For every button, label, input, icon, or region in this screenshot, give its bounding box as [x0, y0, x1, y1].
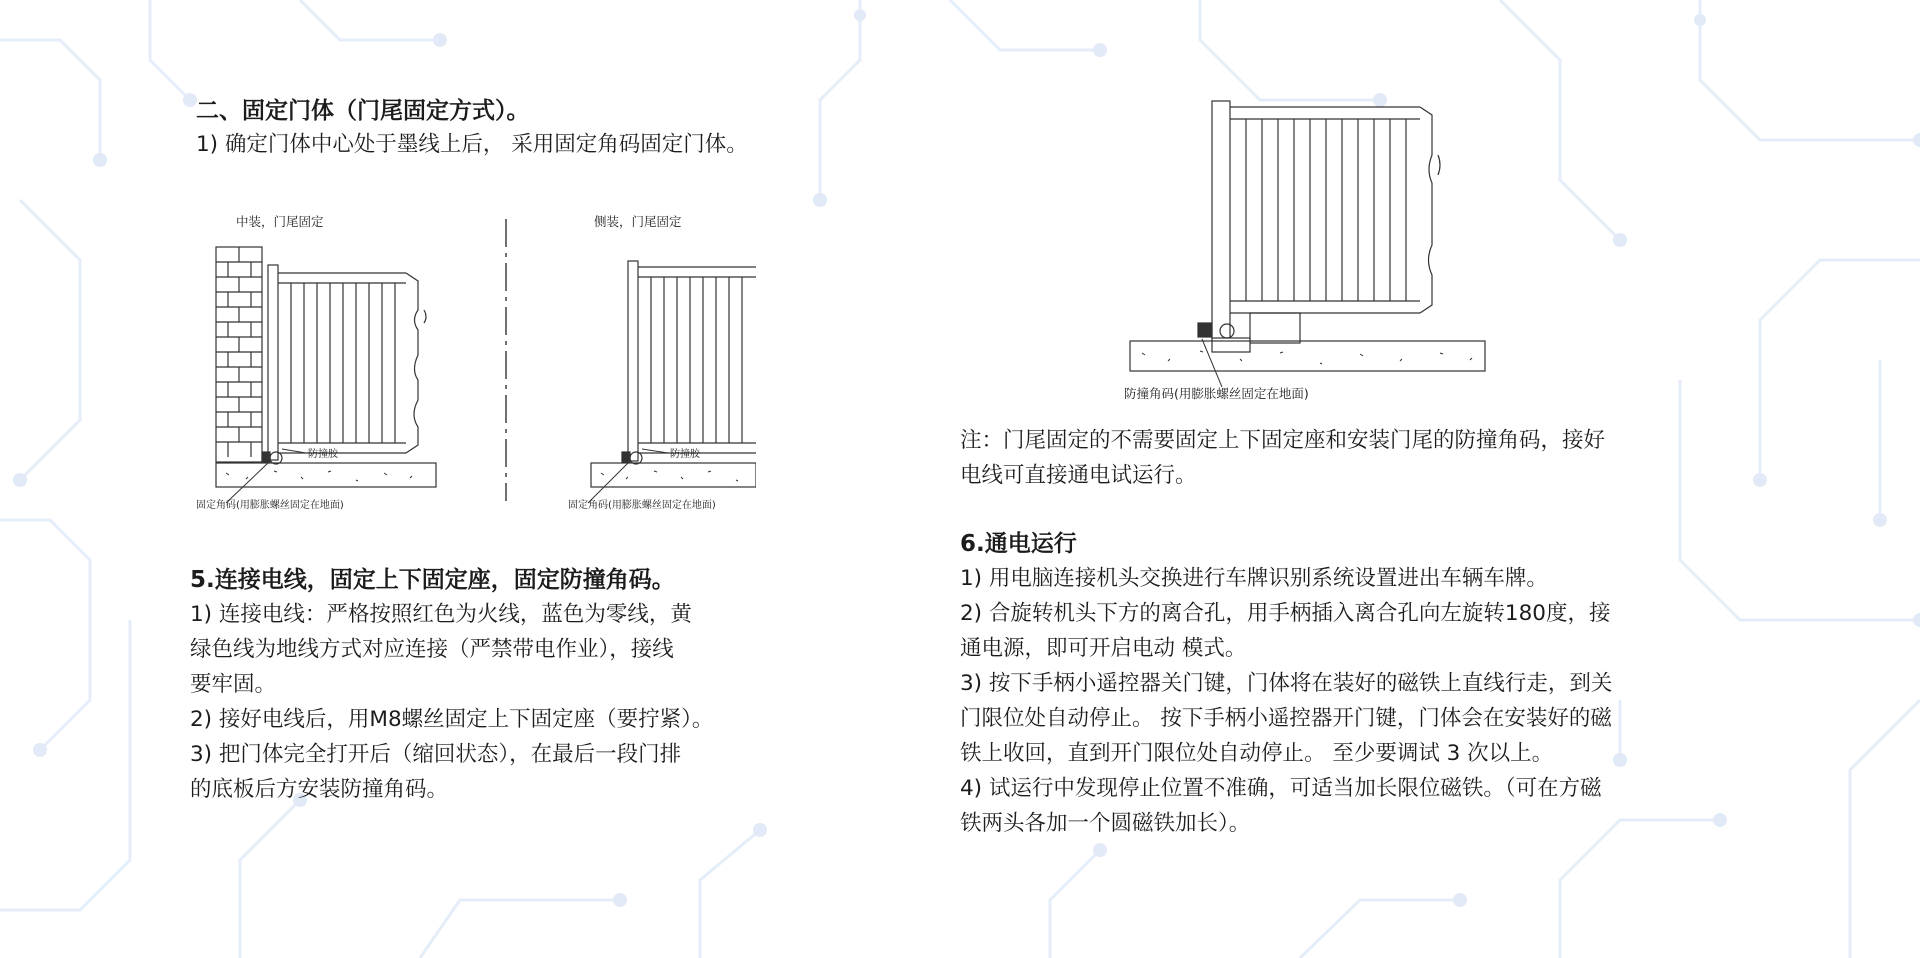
- gate-post: [1212, 101, 1230, 341]
- section-six-line: 门限位处自动停止。 按下手柄小遥控器开门键，门体会在安装好的磁: [960, 706, 1612, 731]
- label-center-mount: 中装，门尾固定: [236, 214, 324, 229]
- section-six-line: 通电源，即可开启电动 模式。: [960, 636, 1247, 661]
- tail-fixing-diagram: [196, 205, 756, 517]
- bumper-label-1: 防撞胶: [308, 449, 338, 460]
- section-five-line: 绿色线为地线方式对应连接（严禁带电作业），接线: [190, 637, 674, 662]
- anti-collision-bracket-diagram: [1120, 95, 1490, 405]
- ground-slab-3: [1130, 341, 1485, 371]
- section-six-line: 4) 试运行中发现停止位置不准确，可适当加长限位磁铁。（可在方磁: [960, 776, 1602, 801]
- section-five-line: 2) 接好电线后，用M8螺丝固定上下固定座（要拧紧）。: [190, 707, 714, 732]
- section-six-heading: 6.通电运行: [960, 531, 1077, 557]
- gate-body-1: [268, 265, 426, 460]
- section-five-line: 1) 连接电线：严格按照红色为火线，蓝色为零线，黄: [190, 602, 692, 627]
- section-five-line: 3) 把门体完全打开后（缩回状态），在最后一段门排: [190, 742, 682, 767]
- section-six-line: 2) 合旋转机头下方的离合孔，用手柄插入离合孔向左旋转180度，接: [960, 601, 1611, 626]
- brick-wall: [216, 247, 262, 462]
- section-six-line: 3) 按下手柄小遥控器关门键，门体将在装好的磁铁上直线行走，到关: [960, 671, 1613, 696]
- note-line: 电线可直接通电试运行。: [960, 463, 1197, 488]
- section-five-heading: 5.连接电线，固定上下固定座，固定防撞角码。: [190, 567, 675, 593]
- note-line: 注：门尾固定的不需要固定上下固定座和安装门尾的防撞角码，接好: [960, 428, 1606, 453]
- section-five-body: [190, 597, 713, 807]
- section-six: [960, 527, 1612, 841]
- label-side-mount: 侧装，门尾固定: [594, 214, 682, 229]
- section-two-step1: 1) 确定门体中心处于墨线上后， 采用固定角码固定门体。: [196, 132, 748, 157]
- section-five: [190, 563, 713, 807]
- bracket-label-1: 固定角码(用膨胀螺丝固定在地面): [196, 500, 344, 511]
- section-six-line: 铁两头各加一个圆磁铁加长）。: [960, 811, 1251, 836]
- bracket-caption: 防撞角码(用膨胀螺丝固定在地面): [1124, 386, 1309, 401]
- ground-slab-1: [216, 463, 436, 487]
- note: [960, 423, 1605, 493]
- section-six-line: 1) 用电脑连接机头交换进行车牌识别系统设置进出车辆车牌。: [960, 566, 1548, 591]
- gate-body-3: [1230, 107, 1440, 313]
- section-six-body: [960, 561, 1612, 841]
- bracket-label-2: 固定角码(用膨胀螺丝固定在地面): [568, 500, 716, 511]
- section-five-line: 要牢固。: [190, 672, 277, 697]
- section-two-heading: 二、固定门体（门尾固定方式）。: [196, 98, 530, 124]
- bumper-label-2: 防撞胶: [670, 449, 700, 460]
- gate-body-2: [628, 261, 756, 461]
- section-five-line: 的底板后方安装防撞角码。: [190, 777, 449, 802]
- tail-frame: [1250, 313, 1300, 343]
- section-two: [196, 94, 748, 162]
- section-six-line: 铁上收回，直到开门限位处自动停止。 至少要调试 3 次以上。: [960, 741, 1554, 766]
